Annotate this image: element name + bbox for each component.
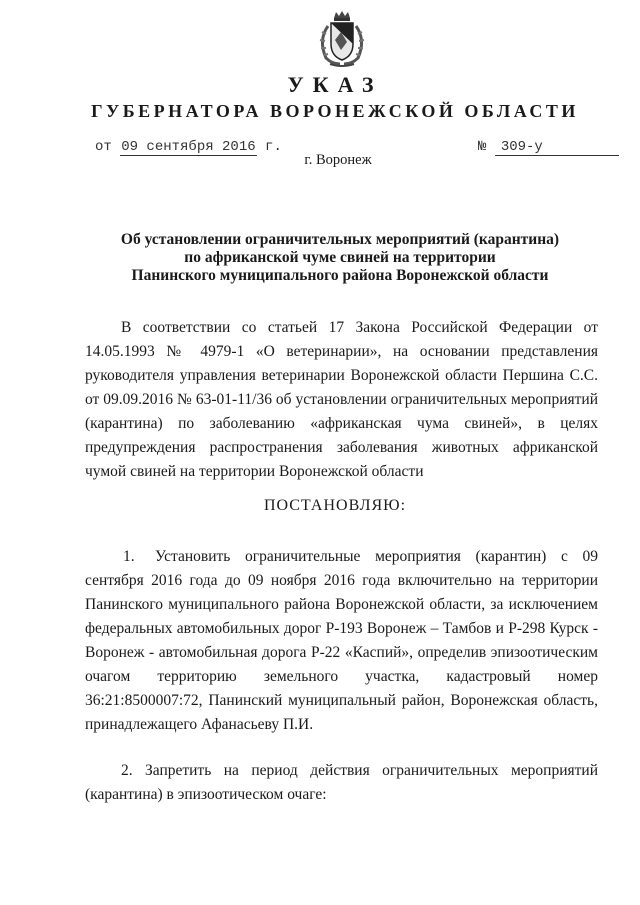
- date-value: 09 сентября 2016: [121, 139, 256, 155]
- date-suffix: г.: [265, 139, 282, 155]
- preamble-paragraph: В соответствии со статьей 17 Закона Российской Федерации от 14.05.1993 № 4979-1 «О ветеринарии», на основании представления руководителя управления ветеринарии Воронежской области Першина С.С. от 09.09.2016 № 63-01-11/36 об установлении ограничительных мероприятий (карантина) по заболеванию «африканская чума свиней», в целях предупреждения распространения заболевания животных африканской чумой свиней на территории Воронежской области: [85, 319, 598, 480]
- list-item: [85, 545, 598, 737]
- subject-line: Об установлении ограничительных мероприятий (карантина): [120, 231, 560, 248]
- item-text: Запретить на период действия ограничительных мероприятий (карантина) в эпизоотическом очаге:: [85, 762, 598, 803]
- subject-line: Панинского муниципального района Воронежской области: [131, 267, 549, 284]
- item-text: Установить ограничительные мероприятия (карантин) с 09 сентября 2016 года до 09 ноября 2016 года включительно на территории Панинского муниципального района Воронежской области, за исключением федеральных автомобильных дорог Р-193 Воронеж – Тамбов и Р-298 Курск - Воронеж - автомобильная дорога Р-22 «Каспий», определив эпизоотическим очагом территорию земельного участка, кадастровый номер 36:21:8500007:72, Панинский муниципальный район, Воронежская область, принадлежащего Афанасьеву П.И.: [85, 548, 598, 733]
- decree-word: ПОСТАНОВЛЯЮ:: [263, 497, 407, 514]
- document-subject: [90, 231, 590, 285]
- subject-line: по африканской чуме свиней на территории: [184, 249, 496, 266]
- issuer-title: ГУБЕРНАТОРА ВОРОНЕЖСКОЙ ОБЛАСТИ: [91, 101, 579, 121]
- coat-of-arms-emblem: [314, 10, 370, 68]
- item-number: 1.: [123, 548, 135, 565]
- date-prefix: от: [95, 139, 112, 155]
- city-label: г. Воронеж: [304, 152, 372, 168]
- document-type-title: УКАЗ: [287, 72, 383, 97]
- number-prefix: №: [478, 139, 487, 155]
- number-value: 309-у: [495, 139, 619, 156]
- item-number: 2.: [121, 762, 133, 779]
- list-item: [85, 759, 598, 807]
